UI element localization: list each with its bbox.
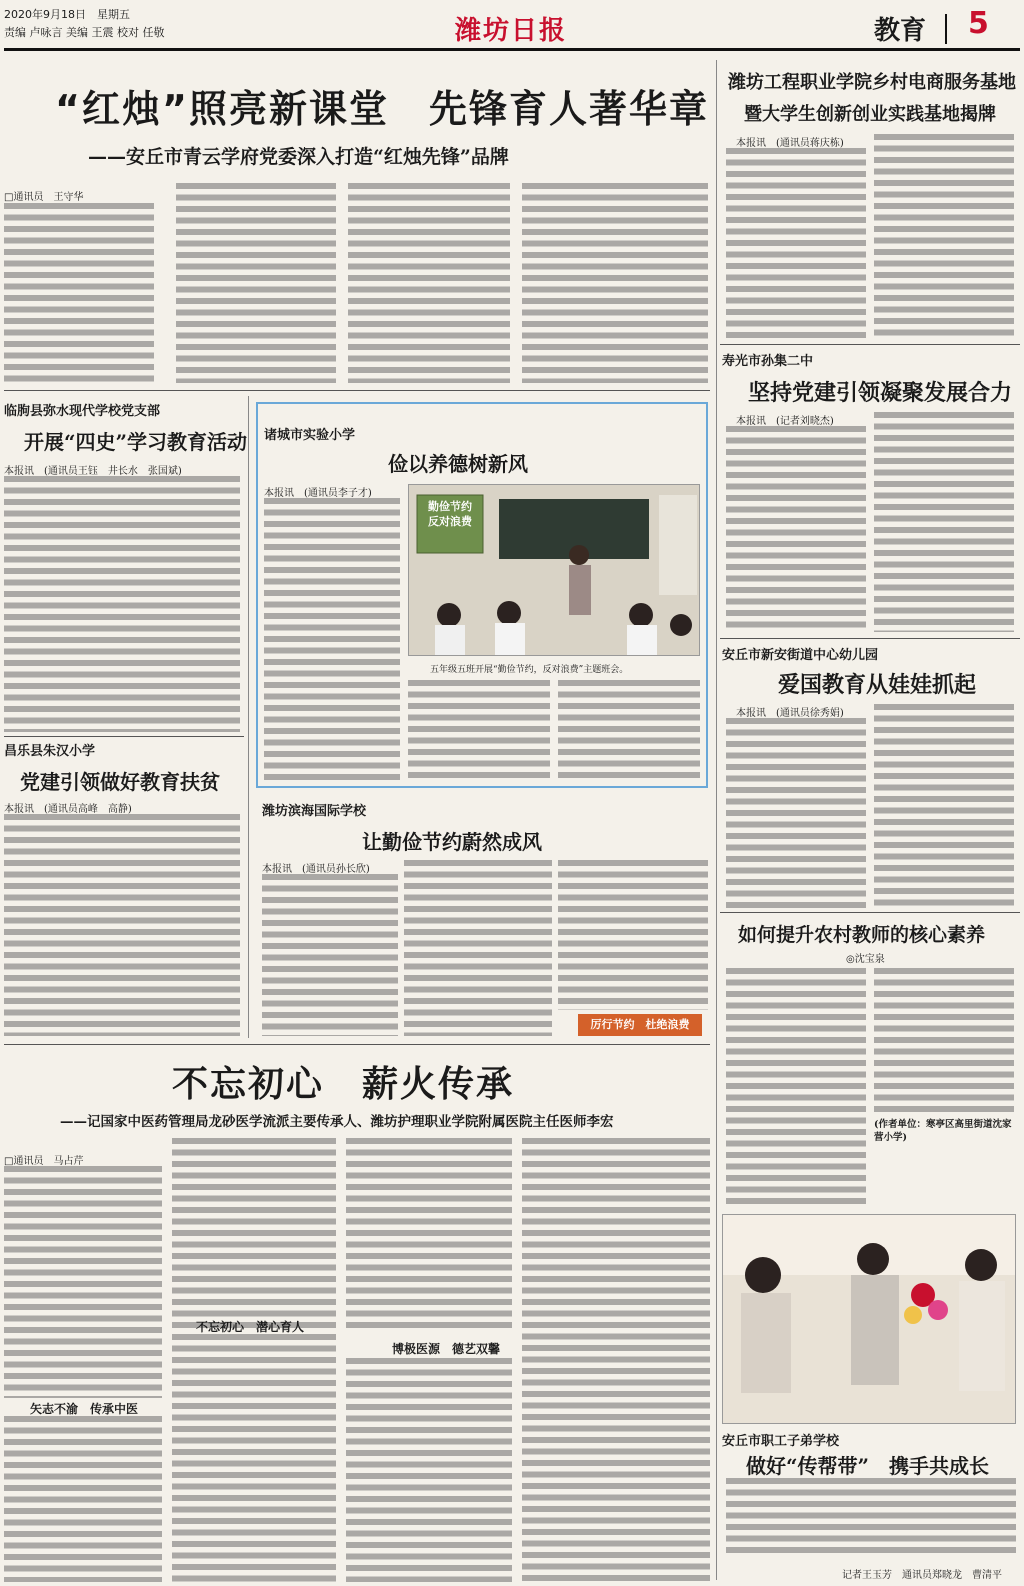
zhucheng-headline: 俭以养德树新风 bbox=[388, 452, 528, 476]
binhai-slogan-logo: 厉行节约 杜绝浪费 bbox=[578, 1014, 702, 1036]
feature-byline: □通讯员 马占芹 bbox=[4, 1156, 84, 1167]
shouguang-kicker: 寿光市孙集二中 bbox=[722, 354, 814, 369]
zhucheng-classroom-photo bbox=[408, 484, 700, 656]
college-headline-line2: 暨大学生创新创业实践基地揭牌 bbox=[744, 104, 996, 125]
lead-body-col-1 bbox=[4, 203, 154, 383]
kindergarten-body-col-1 bbox=[726, 718, 866, 908]
section-name: 教育 bbox=[874, 16, 927, 46]
binhai-body-col-3 bbox=[558, 860, 708, 1010]
feature-body-col-1a bbox=[4, 1166, 162, 1398]
zhucheng-body-col-1 bbox=[264, 498, 400, 780]
shouguang-headline: 坚持党建引领凝聚发展合力 bbox=[748, 380, 1013, 406]
feature-body-col-2a bbox=[172, 1138, 336, 1328]
linshu-bottom-rule bbox=[4, 736, 244, 737]
feature-subheadline: ——记国家中医药管理局龙砂医学流派主要传承人、潍坊护理职业学院附属医院主任医师李宏 bbox=[60, 1114, 614, 1130]
vocational-headline: 做好“传帮带” 携手共成长 bbox=[746, 1454, 990, 1478]
linshu-kicker: 临朐县弥水现代学校党支部 bbox=[4, 404, 161, 419]
feature-body-col-2b bbox=[172, 1334, 336, 1582]
vocational-award-photo bbox=[722, 1214, 1016, 1424]
lead-body-col-4 bbox=[522, 183, 708, 383]
zhucheng-kicker: 诸城市实验小学 bbox=[264, 428, 356, 443]
masthead-rule bbox=[4, 48, 1020, 51]
lead-bottom-rule bbox=[4, 390, 710, 391]
linshu-body bbox=[4, 476, 240, 732]
lead-body-col-2 bbox=[176, 183, 336, 383]
zhucheng-body-col-2 bbox=[408, 680, 550, 780]
lead-subheadline: ——安丘市青云学府党委深入打造“红烛先锋”品牌 bbox=[88, 146, 509, 168]
shouguang-body-col-2 bbox=[874, 412, 1014, 632]
paper-name: 潍坊日报 bbox=[455, 16, 568, 46]
shouguang-byline: 本报讯 (记者刘晓杰) bbox=[736, 416, 834, 427]
feature-body-col-3a bbox=[346, 1138, 512, 1328]
middle-rule bbox=[4, 1044, 710, 1045]
page-number: 5 bbox=[968, 6, 989, 41]
kindergarten-body-col-2 bbox=[874, 704, 1014, 908]
kindergarten-headline: 爱国教育从娃娃抓起 bbox=[778, 672, 977, 698]
linshu-byline: 本报讯 (通讯员王钰 井长水 张国斌) bbox=[4, 466, 182, 477]
feature-body-col-3b bbox=[346, 1358, 512, 1582]
feature-body-col-4 bbox=[522, 1138, 710, 1582]
lead-headline: “红烛”照亮新课堂 先锋育人著华章 bbox=[55, 87, 709, 131]
masthead-editors: 责编 卢咏言 美编 王震 校对 任敬 bbox=[4, 26, 165, 39]
shouguang-body-col-1 bbox=[726, 426, 866, 632]
changle-byline: 本报讯 (通讯员高峰 高静) bbox=[4, 804, 132, 815]
feature-subhead-1: 矢志不渝 传承中医 bbox=[30, 1402, 139, 1416]
teachers-headline: 如何提升农村教师的核心素养 bbox=[738, 924, 986, 946]
changle-body bbox=[4, 814, 240, 1036]
teachers-body-col-1 bbox=[726, 968, 866, 1208]
vocational-credit: 记者王玉芳 通讯员郑晓龙 曹清平 bbox=[842, 1570, 1002, 1581]
binhai-byline: 本报讯 (通讯员孙长欣) bbox=[262, 864, 370, 875]
college-headline-line1: 潍坊工程职业学院乡村电商服务基地 bbox=[728, 72, 1016, 93]
binhai-body-col-2 bbox=[404, 860, 552, 1036]
lead-byline: □通讯员 王守华 bbox=[4, 192, 84, 203]
right-column-separator bbox=[716, 60, 717, 1580]
teachers-body-col-2 bbox=[874, 968, 1014, 1114]
kindergarten-byline: 本报讯 (通讯员徐秀娟) bbox=[736, 708, 844, 719]
vocational-kicker: 安丘市职工子弟学校 bbox=[722, 1434, 840, 1449]
column-separator bbox=[248, 396, 249, 1038]
college-bottom-rule bbox=[720, 344, 1020, 345]
award-ceremony-illustration bbox=[723, 1215, 1016, 1424]
masthead-date: 2020年9月18日 星期五 bbox=[4, 8, 130, 21]
zhucheng-photo-caption: 五年级五班开展“勤俭节约，反对浪费”主题班会。 bbox=[430, 665, 629, 675]
linshu-headline: 开展“四史”学习教育活动 bbox=[24, 430, 248, 454]
college-body-col-1 bbox=[726, 148, 866, 338]
teachers-byline: ◎沈宝泉 bbox=[846, 954, 885, 965]
vocational-body bbox=[726, 1478, 1016, 1558]
teachers-author-note: (作者单位：寒亭区高里街道沈家营小学) bbox=[874, 1119, 1012, 1143]
zhucheng-body-col-3 bbox=[558, 680, 700, 780]
feature-subhead-2: 不忘初心 潜心育人 bbox=[196, 1320, 305, 1334]
feature-headline: 不忘初心 薪火传承 bbox=[172, 1064, 515, 1105]
feature-subhead-3: 博极医源 德艺双馨 bbox=[392, 1342, 501, 1356]
changle-kicker: 昌乐县朱汉小学 bbox=[4, 744, 96, 759]
binhai-headline: 让勤俭节约蔚然成风 bbox=[362, 830, 542, 854]
zhucheng-byline: 本报讯 (通讯员李子才) bbox=[264, 488, 372, 499]
masthead-divider bbox=[945, 14, 947, 44]
blackboard-slogan: 勤俭节约 反对浪费 bbox=[428, 500, 472, 528]
lead-body-col-3 bbox=[348, 183, 510, 383]
binhai-kicker: 潍坊滨海国际学校 bbox=[262, 804, 367, 819]
changle-headline: 党建引领做好教育扶贫 bbox=[20, 770, 220, 794]
kindergarten-bottom-rule bbox=[720, 912, 1020, 913]
feature-body-col-1b bbox=[4, 1416, 162, 1582]
college-byline: 本报讯 (通讯员蒋庆栋) bbox=[736, 138, 844, 149]
kindergarten-kicker: 安丘市新安街道中心幼儿园 bbox=[722, 648, 879, 663]
binhai-body-col-1 bbox=[262, 874, 398, 1036]
shouguang-bottom-rule bbox=[720, 638, 1020, 639]
college-body-col-2 bbox=[874, 134, 1014, 338]
